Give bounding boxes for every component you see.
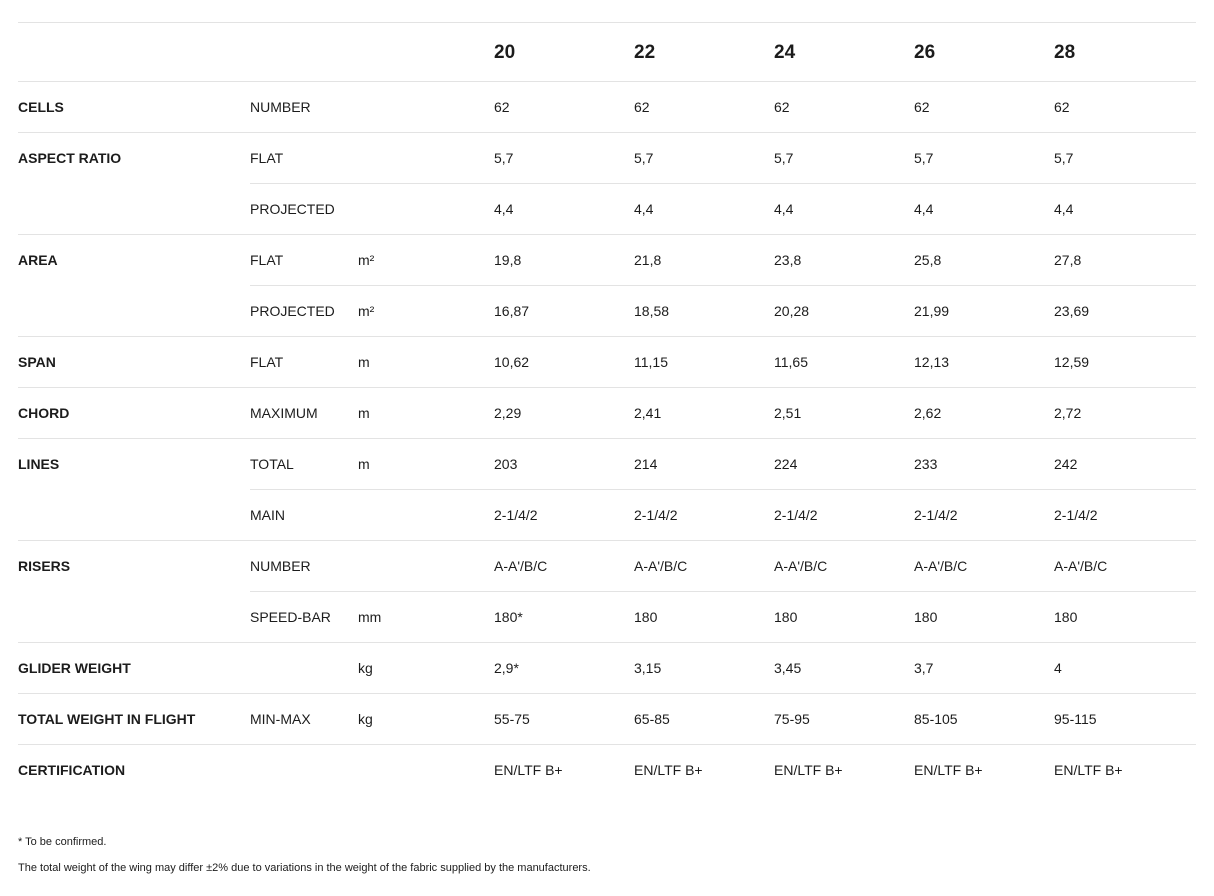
spec-value: 23,8 <box>774 235 914 286</box>
spec-value: 19,8 <box>494 235 634 286</box>
spec-value: A-A'/B/C <box>1054 541 1196 592</box>
spec-row <box>18 133 1196 184</box>
spec-unit: m² <box>358 286 494 337</box>
spec-unit: m² <box>358 235 494 286</box>
spec-category <box>18 490 250 541</box>
spec-value: 5,7 <box>1054 133 1196 184</box>
spec-value: 5,7 <box>634 133 774 184</box>
spec-value: 62 <box>914 82 1054 133</box>
spec-value: 4,4 <box>1054 184 1196 235</box>
size-header: 20 <box>494 23 634 82</box>
spec-value: 65-85 <box>634 694 774 745</box>
spec-value: 11,15 <box>634 337 774 388</box>
spec-row <box>18 82 1196 133</box>
spec-value: 2,62 <box>914 388 1054 439</box>
spec-value: 180* <box>494 592 634 643</box>
spec-subcategory: SPEED-BAR <box>250 592 358 643</box>
spec-value: 2-1/4/2 <box>1054 490 1196 541</box>
spec-value: 2,9* <box>494 643 634 694</box>
spec-category: SPAN <box>18 337 250 388</box>
spec-value: 18,58 <box>634 286 774 337</box>
spec-value: 62 <box>494 82 634 133</box>
spec-subcategory: PROJECTED <box>250 286 358 337</box>
spec-unit: kg <box>358 643 494 694</box>
spec-value: 55-75 <box>494 694 634 745</box>
spec-value: 2-1/4/2 <box>914 490 1054 541</box>
spec-value: 27,8 <box>1054 235 1196 286</box>
spec-unit: mm <box>358 592 494 643</box>
spec-value: 10,62 <box>494 337 634 388</box>
spec-value: 242 <box>1054 439 1196 490</box>
spec-value: 4,4 <box>914 184 1054 235</box>
spec-value: 5,7 <box>774 133 914 184</box>
spec-unit <box>358 82 494 133</box>
spec-value: 233 <box>914 439 1054 490</box>
spec-value: A-A'/B/C <box>774 541 914 592</box>
spec-value: 180 <box>774 592 914 643</box>
spec-value: 180 <box>634 592 774 643</box>
spec-value: EN/LTF B+ <box>494 745 634 796</box>
footnote-to-be-confirmed: * To be confirmed. <box>18 836 107 848</box>
spec-value: A-A'/B/C <box>634 541 774 592</box>
spec-row <box>18 745 1196 796</box>
spec-subcategory: TOTAL <box>250 439 358 490</box>
spec-row <box>18 184 1196 235</box>
spec-value: 2,72 <box>1054 388 1196 439</box>
spec-unit <box>358 133 494 184</box>
spec-row <box>18 541 1196 592</box>
spec-value: 21,8 <box>634 235 774 286</box>
spec-value: EN/LTF B+ <box>1054 745 1196 796</box>
spec-row <box>18 490 1196 541</box>
spec-value: 3,7 <box>914 643 1054 694</box>
spec-value: 75-95 <box>774 694 914 745</box>
spec-value: 2-1/4/2 <box>634 490 774 541</box>
spec-unit <box>358 745 494 796</box>
spec-unit <box>358 541 494 592</box>
spec-value: 20,28 <box>774 286 914 337</box>
spec-value: 2,41 <box>634 388 774 439</box>
spec-value: 62 <box>634 82 774 133</box>
spec-category: GLIDER WEIGHT <box>18 643 250 694</box>
spec-value: 2,29 <box>494 388 634 439</box>
footnote-weight-variation: The total weight of the wing may differ ±2% due to variations in the weight of the fabric supplied by the manufacturers. <box>18 862 591 874</box>
spec-row <box>18 439 1196 490</box>
spec-value: 4,4 <box>774 184 914 235</box>
spec-value: 4 <box>1054 643 1196 694</box>
spec-value: 214 <box>634 439 774 490</box>
spec-row <box>18 235 1196 286</box>
spec-unit: m <box>358 439 494 490</box>
specs-body <box>18 82 1196 796</box>
spec-category: AREA <box>18 235 250 286</box>
size-header-row <box>18 23 1196 82</box>
spec-value: 23,69 <box>1054 286 1196 337</box>
spec-row <box>18 388 1196 439</box>
header-blank-cat <box>18 23 250 82</box>
spec-unit: m <box>358 388 494 439</box>
spec-subcategory: MAXIMUM <box>250 388 358 439</box>
spec-value: 180 <box>1054 592 1196 643</box>
spec-category: CHORD <box>18 388 250 439</box>
spec-value: 12,59 <box>1054 337 1196 388</box>
spec-subcategory <box>250 745 358 796</box>
spec-category: LINES <box>18 439 250 490</box>
spec-value: A-A'/B/C <box>494 541 634 592</box>
spec-value: 203 <box>494 439 634 490</box>
header-blank-unit <box>358 23 494 82</box>
spec-subcategory <box>250 643 358 694</box>
size-header: 28 <box>1054 23 1196 82</box>
spec-category: CERTIFICATION <box>18 745 250 796</box>
spec-value: 5,7 <box>494 133 634 184</box>
spec-category: CELLS <box>18 82 250 133</box>
spec-subcategory: FLAT <box>250 337 358 388</box>
spec-subcategory: FLAT <box>250 235 358 286</box>
spec-category: TOTAL WEIGHT IN FLIGHT <box>18 694 250 745</box>
spec-value: 3,15 <box>634 643 774 694</box>
spec-value: 4,4 <box>494 184 634 235</box>
spec-row <box>18 286 1196 337</box>
spec-value: 25,8 <box>914 235 1054 286</box>
spec-unit <box>358 490 494 541</box>
header-blank-sub <box>250 23 358 82</box>
spec-value: 12,13 <box>914 337 1054 388</box>
spec-value: 180 <box>914 592 1054 643</box>
spec-value: 2-1/4/2 <box>494 490 634 541</box>
spec-value: 224 <box>774 439 914 490</box>
size-header: 22 <box>634 23 774 82</box>
spec-value: EN/LTF B+ <box>914 745 1054 796</box>
spec-subcategory: FLAT <box>250 133 358 184</box>
spec-value: A-A'/B/C <box>914 541 1054 592</box>
spec-value: 2,51 <box>774 388 914 439</box>
spec-subcategory: PROJECTED <box>250 184 358 235</box>
spec-value: 16,87 <box>494 286 634 337</box>
spec-row <box>18 337 1196 388</box>
spec-unit <box>358 184 494 235</box>
spec-category <box>18 184 250 235</box>
spec-value: 3,45 <box>774 643 914 694</box>
spec-unit: m <box>358 337 494 388</box>
spec-subcategory: MIN-MAX <box>250 694 358 745</box>
spec-row <box>18 694 1196 745</box>
spec-row <box>18 643 1196 694</box>
size-header: 24 <box>774 23 914 82</box>
spec-category: ASPECT RATIO <box>18 133 250 184</box>
spec-category: RISERS <box>18 541 250 592</box>
spec-value: 95-115 <box>1054 694 1196 745</box>
spec-category <box>18 286 250 337</box>
size-header: 26 <box>914 23 1054 82</box>
spec-subcategory: MAIN <box>250 490 358 541</box>
spec-value: 4,4 <box>634 184 774 235</box>
spec-row <box>18 592 1196 643</box>
spec-category <box>18 592 250 643</box>
spec-subcategory: NUMBER <box>250 541 358 592</box>
spec-value: 5,7 <box>914 133 1054 184</box>
spec-value: 2-1/4/2 <box>774 490 914 541</box>
spec-value: 21,99 <box>914 286 1054 337</box>
spec-value: 11,65 <box>774 337 914 388</box>
spec-subcategory: NUMBER <box>250 82 358 133</box>
spec-value: 62 <box>1054 82 1196 133</box>
spec-value: 85-105 <box>914 694 1054 745</box>
specs-table <box>18 22 1196 796</box>
spec-value: 62 <box>774 82 914 133</box>
spec-value: EN/LTF B+ <box>634 745 774 796</box>
spec-unit: kg <box>358 694 494 745</box>
spec-value: EN/LTF B+ <box>774 745 914 796</box>
